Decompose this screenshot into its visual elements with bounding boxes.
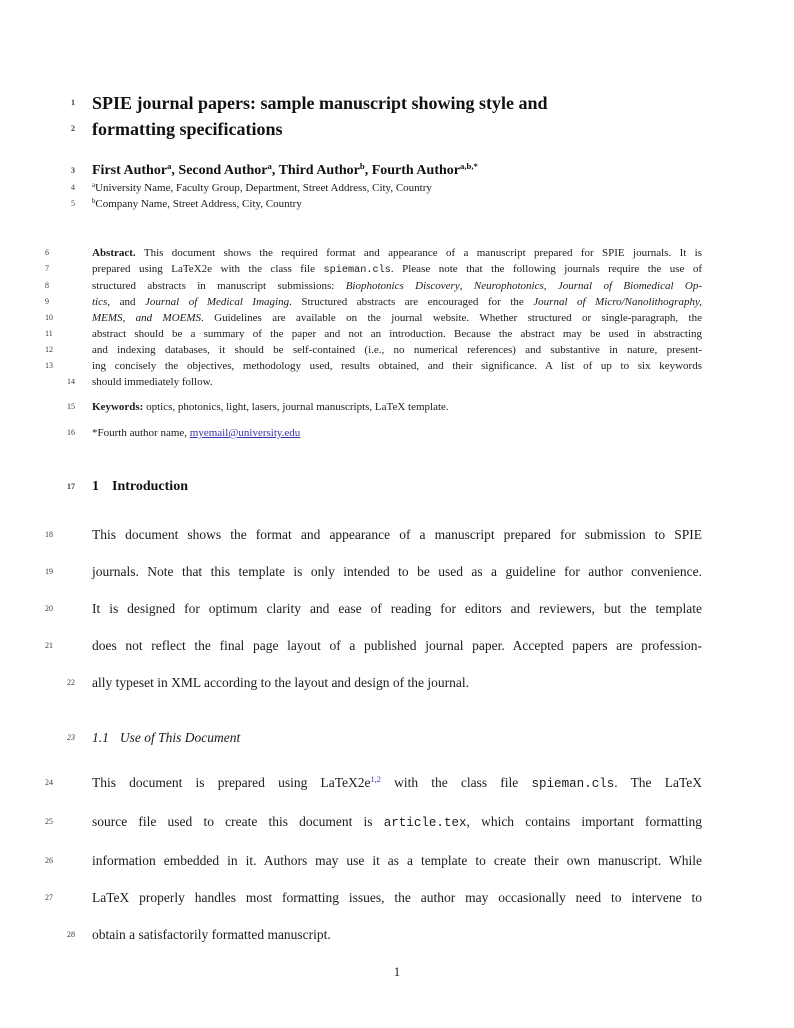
abstract-line: [45, 261, 702, 278]
line-number: 26: [45, 856, 53, 865]
author-name: , Fourth Author: [364, 163, 460, 178]
abstract-line: [45, 294, 702, 310]
line-number: 5: [71, 199, 75, 208]
usage-paragraph: [45, 764, 702, 953]
line-number: 16: [67, 428, 75, 437]
line-number: 12: [45, 345, 53, 354]
journal-name: Journal of Micro/Nanolithography,: [533, 296, 702, 308]
line-number: 28: [67, 930, 75, 939]
page-number: 1: [393, 965, 401, 979]
line-number: 17: [67, 482, 75, 491]
line-number: 20: [45, 604, 53, 613]
abstract-text: ,: [543, 280, 558, 292]
body-text-line: [45, 627, 702, 664]
line-number: 27: [45, 893, 53, 902]
title-line-2: [71, 116, 702, 142]
abstract-line: [45, 326, 702, 342]
body-text-line: [67, 664, 702, 701]
line-number: 6: [45, 248, 49, 257]
affiliation-2: [71, 196, 702, 212]
body-text: ally typeset in XML according to the layout and design of the journal.: [92, 675, 470, 690]
line-number: 14: [67, 377, 75, 386]
section-1-1-heading: [67, 729, 702, 747]
body-text: It is designed for optimum clarity and ease of reading for editors and reviewers, but the template: [92, 601, 702, 616]
body-text: journals. Note that this template is only intended to be used as a guideline for author convenience.: [92, 564, 702, 579]
line-number: 4: [71, 183, 75, 192]
title-line-1: [71, 90, 702, 116]
footnote-text: *Fourth author name,: [92, 427, 190, 439]
line-number: 21: [45, 641, 53, 650]
line-number: 25: [45, 817, 53, 826]
section-number: 1: [92, 479, 99, 494]
text-column: [45, 0, 703, 980]
body-text: obtain a satisfactorily formatted manuscript.: [92, 927, 331, 942]
affiliation-mark: a: [92, 182, 96, 190]
subsection-number: 1.1: [92, 730, 109, 745]
line-number: 15: [67, 402, 75, 411]
affiliation-text: University Name, Faculty Group, Department, Street Address, City, Country: [95, 182, 432, 194]
abstract-line: [67, 374, 702, 390]
subsection-title: Use of This Document: [119, 730, 241, 745]
source-file-name: article.tex: [383, 816, 467, 830]
line-number: 10: [45, 313, 53, 322]
abstract-text: and indexing databases, it should be self-contained (i.e., no numerical references) and substantive in nature, present-: [92, 344, 702, 356]
body-text: , which contains important formatting: [466, 814, 702, 829]
paper-title: [71, 90, 702, 142]
line-number: 8: [45, 281, 49, 290]
abstract: [45, 245, 703, 390]
affiliation-mark: b: [92, 198, 96, 206]
body-text-line: [45, 516, 702, 553]
body-text: This document shows the format and appearance of a manuscript prepared for submission to SPIE: [92, 527, 702, 542]
body-text: with the class file: [380, 775, 532, 790]
body-text-line: [45, 590, 702, 627]
line-number: 23: [67, 733, 75, 742]
abstract-text: . Please note that the following journals require the use of: [390, 263, 702, 275]
abstract-line: [45, 245, 702, 261]
citation-link[interactable]: 1,2: [370, 775, 381, 785]
abstract-label: Abstract.: [92, 247, 136, 259]
journal-name: Journal of Medical Imaging: [145, 296, 290, 308]
abstract-text: ing concisely the objectives, methodology used, results obtained, and their significance. A list of up to six keywords: [92, 360, 702, 372]
class-file-name: spieman.cls: [531, 777, 615, 791]
keywords-text: optics, photonics, light, lasers, journal manuscripts, LaTeX template.: [143, 401, 449, 413]
body-text-line: [67, 916, 702, 953]
line-number: 9: [45, 297, 49, 306]
introduction-paragraph: [45, 516, 702, 701]
keywords-label: Keywords:: [92, 401, 144, 413]
abstract-line: [45, 310, 702, 326]
line-number: 22: [67, 678, 75, 687]
abstract-line: [45, 342, 702, 358]
journal-name: Neurophotonics: [473, 280, 544, 292]
journal-name: Journal of Biomedical Op-: [557, 280, 703, 292]
body-text-line: [45, 842, 702, 879]
body-text: does not reflect the final page layout of a published journal paper. Accepted papers are profession-: [92, 638, 702, 653]
email-link[interactable]: myemail@university.edu: [189, 427, 301, 439]
line-number: 24: [45, 778, 53, 787]
section-title: Introduction: [112, 479, 188, 494]
body-text: . The LaTeX: [614, 775, 702, 790]
journal-name: MEMS, and MOEMS: [92, 312, 202, 324]
abstract-line: [45, 358, 702, 374]
body-text-line: [45, 553, 702, 590]
section-1-heading: [67, 478, 702, 496]
line-number: 18: [45, 530, 53, 539]
author-affiliation-mark: a: [167, 161, 172, 172]
body-text: source file used to create this document is: [92, 814, 384, 829]
body-text-line: [45, 879, 702, 916]
author-affiliation-mark: a: [267, 161, 272, 172]
author-footnote: [67, 425, 702, 441]
line-number: 13: [45, 361, 53, 370]
affiliation-1: [71, 180, 702, 196]
body-text: information embedded in it. Authors may use it as a template to create their own manuscript. While: [92, 853, 702, 868]
body-text: This document is prepared using LaTeX2e: [92, 775, 371, 790]
line-number: 1: [71, 98, 75, 107]
abstract-text: . Guidelines are available on the journal website. Whether structured or single-paragraph, the: [201, 312, 702, 324]
line-number: 2: [71, 124, 75, 133]
abstract-text: This document shows the required format and appearance of a manuscript prepared for SPIE journals. It is: [135, 247, 702, 259]
title-text: SPIE journal papers: sample manuscript showing style and: [92, 93, 548, 113]
body-text-line: [45, 764, 702, 803]
body-text: LaTeX properly handles most formatting issues, the author may occasionally need to intervene to: [92, 890, 702, 905]
author-name: First Author: [92, 163, 168, 178]
class-file-name: spieman.cls: [323, 264, 391, 276]
abstract-text: abstract should be a summary of the paper and not an introduction. Because the abstract may be used in abstracting: [92, 328, 702, 340]
line-number: 7: [45, 264, 49, 273]
line-number: 19: [45, 567, 53, 576]
author-name: , Third Author: [271, 163, 360, 178]
journal-name: Biophotonics Discovery: [345, 280, 460, 292]
abstract-text: structured abstracts in manuscript submissions:: [92, 280, 346, 292]
author-affiliation-mark: a,b,*: [460, 161, 478, 172]
body-text-line: [45, 803, 702, 842]
keywords: [67, 399, 702, 415]
line-number: 3: [71, 166, 75, 175]
abstract-text: , and: [107, 296, 145, 308]
journal-name: tics: [92, 296, 108, 308]
abstract-text: . Structured abstracts are encouraged for the: [289, 296, 534, 308]
abstract-text: should immediately follow.: [92, 376, 213, 388]
abstract-text: ,: [459, 280, 474, 292]
title-text: formatting specifications: [92, 119, 283, 139]
affiliation-text: Company Name, Street Address, City, Country: [95, 198, 302, 210]
line-number: 11: [45, 329, 53, 338]
author-list: [71, 161, 702, 179]
abstract-line: [45, 278, 703, 294]
author-affiliation-mark: b: [359, 161, 365, 172]
author-name: , Second Author: [171, 163, 268, 178]
abstract-text: prepared using LaTeX2e with the class file: [92, 263, 324, 275]
